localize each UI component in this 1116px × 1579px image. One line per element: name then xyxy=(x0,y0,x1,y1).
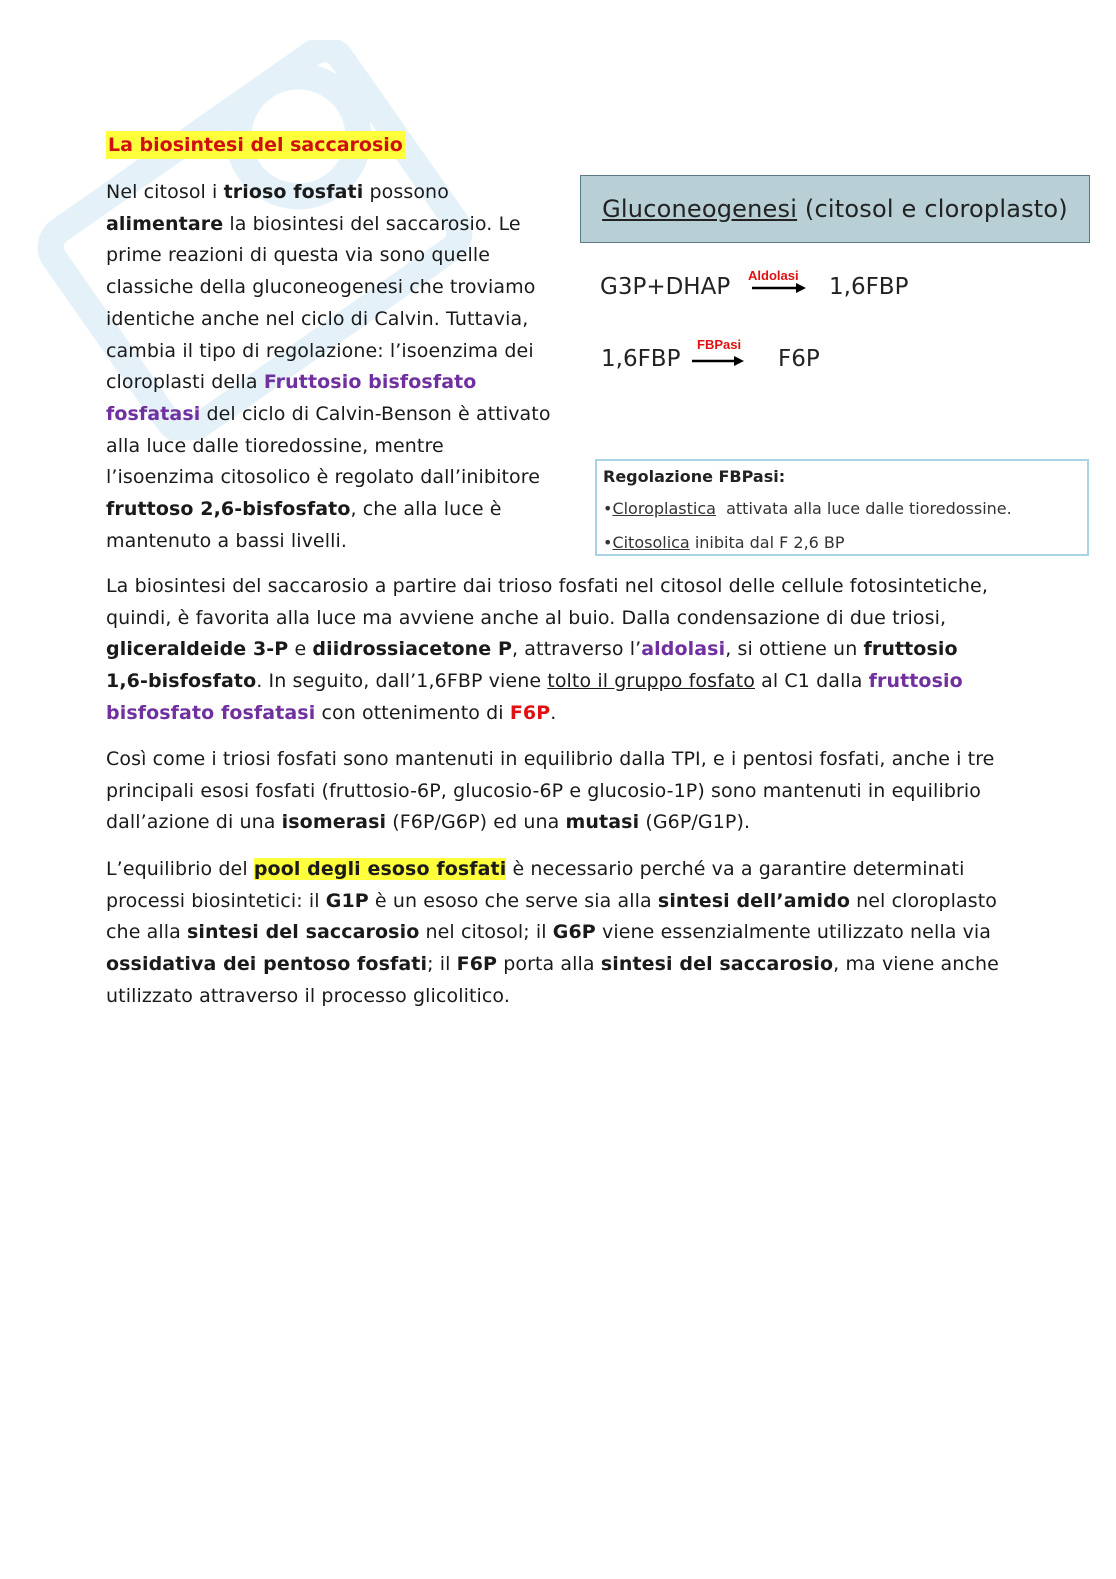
reaction1-enzyme: Aldolasi xyxy=(748,268,799,283)
paragraph-hexose-pool: L’equilibrio del pool degli esoso fosfati è necessario perché va a garantire determinati processi biosintetici: il G1P è un esoso che serve sia alla sintesi dell’amido nel cloroplasto che alla sintesi del saccarosio nel citosol; il G6P viene essenzialmente utilizzato nella via ossidativa dei pentoso fosfati; il F6P porta alla sintesi del saccarosio, ma viene anche utilizzato attraverso il processo glicolitico. xyxy=(106,858,999,1007)
diagram-title-box xyxy=(580,175,1090,243)
regulation-box xyxy=(595,459,1089,556)
regulation-item-chloroplast: •Cloroplastica attivata alla luce dalle tioredossine. xyxy=(603,499,1012,518)
paragraph-condensation: La biosintesi del saccarosio a partire dai trioso fosfati nel citosol delle cellule fotosintetiche, quindi, è favorita alla luce ma avviene anche al buio. Dalla condensazione di due triosi, gliceraldeide 3-P e diidrossiacetone P, attraverso l’aldolasi, si ottiene un fruttosio 1,6-bisfosfato. In seguito, dall’1,6FBP viene tolto il gruppo fosfato al C1 dalla fruttosio bisfosfato fosfatasi con ottenimento di F6P. xyxy=(106,575,988,724)
reaction2-product: F6P xyxy=(778,346,820,372)
reaction1-arrow-icon xyxy=(752,281,806,295)
reaction2-enzyme: FBPasi xyxy=(697,337,742,352)
reaction1-product: 1,6FBP xyxy=(829,274,909,300)
reaction1-substrate: G3P+DHAP xyxy=(600,274,731,300)
reaction2-arrow-icon xyxy=(692,354,744,368)
diagram-title: Gluconeogenesi xyxy=(602,195,798,223)
paragraph-equilibrium: Così come i triosi fosfati sono mantenuti in equilibrio dalla TPI, e i pentosi fosfati, anche i tre principali esosi fosfati (fruttosio-6P, glucosio-6P e glucosio-1P) sono mantenuti in equilibrio dall’azione di una isomerasi (F6P/G6P) ed una mutasi (G6P/G1P). xyxy=(106,748,995,834)
section-title: La biosintesi del saccarosio xyxy=(106,131,405,159)
paragraph-intro: Nel citosol i trioso fosfati possono alimentare la biosintesi del saccarosio. Le prime reazioni di questa via sono quelle classiche della gluconeogenesi che troviamo identiche anche nel ciclo di Calvin. Tuttavia, cambia il tipo di regolazione: l’isoenzima dei cloroplasti della Fruttosio bisfosfato fosfatasi del ciclo di Calvin-Benson è attivato alla luce dalle tioredossine, mentre l’isoenzima citosolico è regolato dall’inibitore fruttoso 2,6-bisfosfato, che alla luce è mantenuto a bassi livelli. xyxy=(106,181,551,552)
diagram-title-rest: (citosol e cloroplasto) xyxy=(797,195,1068,223)
regulation-item-cytosol: •Citosolica inibita dal F 2,6 BP xyxy=(603,533,845,552)
reaction2-substrate: 1,6FBP xyxy=(601,346,681,372)
regulation-heading: Regolazione FBPasi: xyxy=(603,467,786,486)
